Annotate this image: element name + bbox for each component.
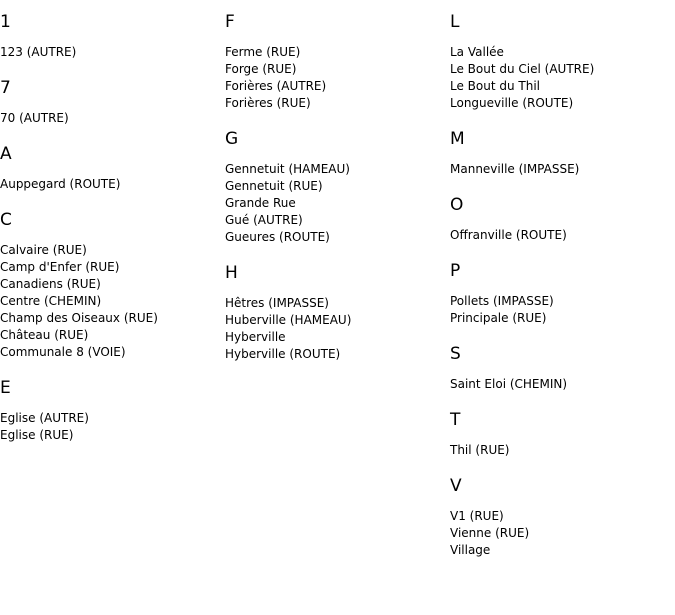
- letter-heading: H: [225, 263, 238, 283]
- street-item: Auppegard (ROUTE): [0, 177, 121, 191]
- street-item: Manneville (IMPASSE): [450, 162, 580, 176]
- street-item: Eglise (RUE): [0, 428, 74, 442]
- letter-heading: L: [450, 12, 460, 32]
- street-item: La Vallée: [450, 45, 504, 59]
- letter-heading: F: [225, 12, 235, 32]
- street-item: Huberville (HAMEAU): [225, 313, 352, 327]
- street-list: [0, 242, 220, 361]
- street-item: Gennetuit (RUE): [225, 179, 323, 193]
- street-list: [225, 295, 445, 363]
- street-item: 70 (AUTRE): [0, 111, 69, 125]
- street-item: Forge (RUE): [225, 62, 297, 76]
- letter-heading: C: [0, 210, 12, 230]
- letter-heading: A: [0, 144, 12, 164]
- street-list: [450, 161, 670, 178]
- street-item: Gueures (ROUTE): [225, 230, 330, 244]
- street-item: Champ des Oiseaux (RUE): [0, 311, 158, 325]
- street-item: Hêtres (IMPASSE): [225, 296, 329, 310]
- letter-group: [450, 344, 670, 393]
- street-list: [450, 44, 670, 112]
- letter-group: [0, 12, 220, 61]
- street-item: Communale 8 (VOIE): [0, 345, 126, 359]
- street-list: [0, 176, 220, 193]
- letter-group: [450, 129, 670, 178]
- street-item: Hyberville: [225, 330, 286, 344]
- street-item: Canadiens (RUE): [0, 277, 101, 291]
- letter-heading: E: [0, 378, 11, 398]
- street-list: [450, 376, 670, 393]
- street-item: Thil (RUE): [450, 443, 510, 457]
- street-item: Centre (CHEMIN): [0, 294, 102, 308]
- letter-heading: 7: [0, 78, 11, 98]
- street-item: V1 (RUE): [450, 509, 504, 523]
- letter-group: [0, 78, 220, 127]
- street-item: Vienne (RUE): [450, 526, 530, 540]
- street-item: Forières (RUE): [225, 96, 311, 110]
- street-item: Calvaire (RUE): [0, 243, 87, 257]
- street-list: [225, 161, 445, 246]
- index-column: [0, 12, 220, 461]
- index-column: [225, 12, 445, 380]
- letter-group: [225, 129, 445, 246]
- letter-heading: T: [450, 410, 461, 430]
- street-item: Pollets (IMPASSE): [450, 294, 554, 308]
- street-item: Grande Rue: [225, 196, 296, 210]
- letter-heading: P: [450, 261, 461, 281]
- street-item: Camp d'Enfer (RUE): [0, 260, 120, 274]
- letter-group: [0, 378, 220, 444]
- street-item: Eglise (AUTRE): [0, 411, 89, 425]
- letter-group: [450, 12, 670, 112]
- street-list: [225, 44, 445, 112]
- letter-heading: 1: [0, 12, 11, 32]
- street-item: Le Bout du Thil: [450, 79, 541, 93]
- street-list: [450, 442, 670, 459]
- street-item: Château (RUE): [0, 328, 89, 342]
- street-item: Forières (AUTRE): [225, 79, 327, 93]
- street-item: Village: [450, 543, 491, 557]
- letter-heading: S: [450, 344, 461, 364]
- index-column: [450, 12, 670, 576]
- letter-group: [0, 144, 220, 193]
- letter-heading: O: [450, 195, 464, 215]
- street-item: Le Bout du Ciel (AUTRE): [450, 62, 595, 76]
- street-item: Saint Eloi (CHEMIN): [450, 377, 568, 391]
- street-item: Principale (RUE): [450, 311, 547, 325]
- letter-group: [225, 263, 445, 363]
- street-item: Longueville (ROUTE): [450, 96, 574, 110]
- street-item: Hyberville (ROUTE): [225, 347, 341, 361]
- letter-group: [450, 410, 670, 459]
- street-list: [0, 110, 220, 127]
- letter-group: [450, 261, 670, 327]
- street-list: [0, 410, 220, 444]
- street-list: [450, 227, 670, 244]
- letter-group: [225, 12, 445, 112]
- street-item: Offranville (ROUTE): [450, 228, 567, 242]
- letter-heading: V: [450, 476, 462, 496]
- street-list: [450, 293, 670, 327]
- street-item: Ferme (RUE): [225, 45, 301, 59]
- letter-group: [450, 476, 670, 559]
- letter-heading: G: [225, 129, 239, 149]
- street-list: [0, 44, 220, 61]
- street-item: Gué (AUTRE): [225, 213, 303, 227]
- letter-heading: M: [450, 129, 465, 149]
- letter-group: [450, 195, 670, 244]
- street-item: Gennetuit (HAMEAU): [225, 162, 350, 176]
- street-list: [450, 508, 670, 559]
- street-item: 123 (AUTRE): [0, 45, 77, 59]
- letter-group: [0, 210, 220, 361]
